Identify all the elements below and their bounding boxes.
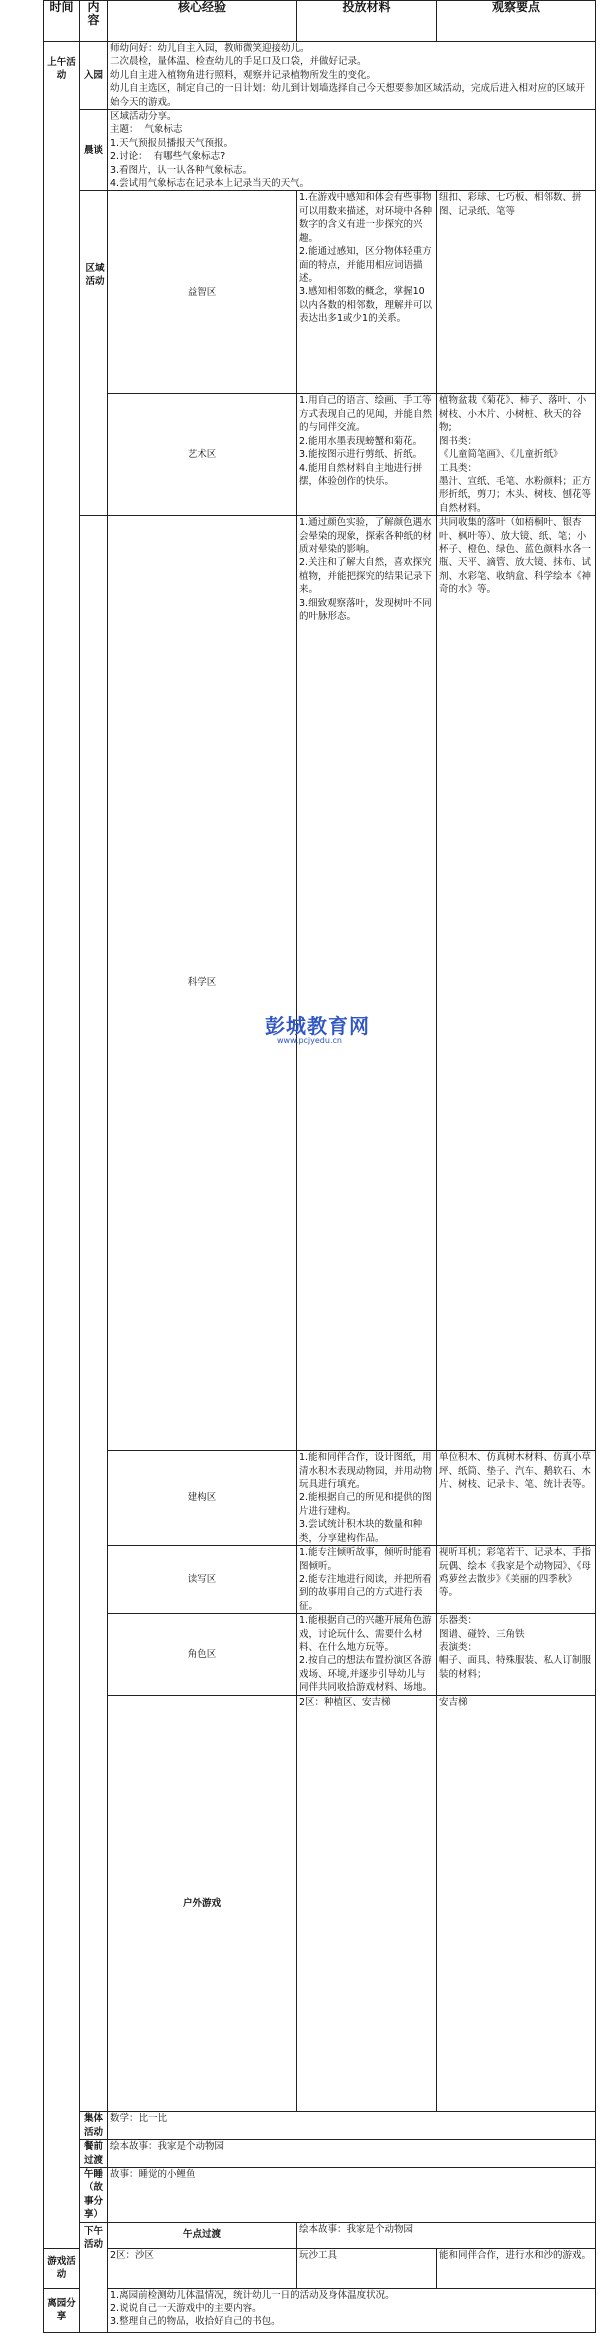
text-line: 1.能根据自己的兴趣开展角色游戏，讨论玩什么、需要什么材料、在什么地方玩等。 (299, 1615, 432, 1653)
reading-materials (437, 1546, 596, 1614)
table-row (44, 2248, 596, 2288)
text-line: 4.尝试用气象标志在记录本上记录当天的天气。 (110, 178, 310, 190)
text-line: 单位积木、仿真树木材料、仿真小草坪、纸筒、垫子、汽车、鹅软石、木片、树枝、记录卡、笔、统计表等。 (439, 1452, 592, 1491)
row-label-group: 集体活动 (80, 2112, 108, 2140)
text-line: 3.感知相邻数的概念，掌握10以内各数的相邻数，理解并可以表达出多1或少1的关系。 (299, 286, 433, 325)
watermark-url: www.pcjyedu.cn (277, 1036, 342, 1045)
text-line: 《儿童简笔画》、《儿童折纸》 (439, 449, 563, 461)
table-row (44, 191, 596, 394)
science-materials (437, 516, 596, 1451)
text-line: 1.在游戏中感知和体会有些事物可以用数来描述，对环境中各种数字的含义有进一步探究的兴趣。 (299, 192, 433, 244)
outdoor-content: 2区：种植区、安吉梯 (297, 1695, 437, 2112)
text-line: 二次晨检，量体温、检查幼儿的手足口及口袋，并做好记录。 (110, 56, 367, 68)
game-content: 2区：沙区 (108, 2248, 297, 2288)
text-line: 植物盆栽《菊花》、柿子、落叶、小树枝、小木片、小树桩、秋天的谷物; (439, 395, 587, 434)
row-label-role: 角色区 (108, 1614, 297, 1695)
text-line: 区域活动分享。 (110, 111, 177, 123)
text-line: 3.整理自己的物品，收拾好自己的书包。 (110, 2316, 281, 2328)
text-line: 1.通过颜色实验，了解颜色遇水会晕染的现象，探索各种纸的材质对晕染的影响。 (299, 517, 433, 555)
header-content: 内容 (80, 1, 108, 42)
table-row (44, 1451, 596, 1546)
role-experience (297, 1614, 437, 1695)
text-line: 主题： 气象标志 (110, 124, 183, 136)
art-materials (437, 394, 596, 516)
area-activity-label (81, 262, 109, 289)
entry-content (108, 42, 596, 110)
text-line: 视听耳机；彩笔若干、记录本、手指玩偶、绘本《我家是个动物园》、《母鸡萝丝去散步》《美丽的四季秋》等。 (439, 1547, 592, 1599)
text-line: 2.能用水墨表现螃蟹和菊花。 (299, 435, 423, 447)
text-line: 幼儿自主进入植物角进行照料，观察并记录植物所发生的变化。 (110, 69, 377, 81)
snack-content: 绘本故事：我家是个动物园 (297, 2222, 596, 2248)
row-label-art: 艺术区 (108, 394, 297, 516)
row-label-game: 游戏活动 (44, 2248, 80, 2288)
table-row (44, 110, 596, 191)
text-line: 图书类： (439, 435, 478, 447)
text-line: 工具类： (439, 462, 478, 474)
puzzle-experience (297, 191, 437, 394)
build-materials (437, 1451, 596, 1546)
build-experience (297, 1451, 437, 1546)
row-label-outdoor: 户外游戏 (108, 1695, 297, 2112)
area-activity-label-text: 区域活动 (85, 263, 105, 288)
text-line: 3.细致观察落叶，发现树叶不同的叶脉形态。 (299, 597, 432, 622)
nap-content: 故事：睡觉的小鲤鱼 (108, 2167, 596, 2222)
activity-plan-table (43, 0, 596, 2333)
text-line: 表演类： (439, 1641, 478, 1653)
table-row (44, 2288, 596, 2332)
header-materials: 投放材料 (297, 1, 437, 42)
table-row (44, 1614, 596, 1695)
header-observation: 观察要点 (437, 1, 596, 42)
table-row (44, 1695, 596, 2112)
row-label-reading: 读写区 (108, 1546, 297, 1614)
header-experience: 核心经验 (108, 1, 297, 42)
text-line: 1.能专注倾听故事，倾听时能看图倾听。 (299, 1547, 432, 1572)
row-label-leave: 离园分享 (44, 2288, 80, 2332)
row-label-area (80, 516, 108, 2112)
outdoor-materials: 安吉梯 (437, 1695, 596, 2112)
game-observation: 能和同伴合作，进行水和沙的游戏。 (437, 2248, 596, 2288)
text-line: 3.尝试统计积木块的数量和种类，分享建构作品。 (299, 1519, 423, 1544)
leave-content (108, 2288, 596, 2332)
text-line: 3.看图片，认一认各种气象标志。 (110, 164, 253, 176)
reading-experience (297, 1546, 437, 1614)
text-line: 2.能根据自己的所见和提供的图片进行建构。 (299, 1492, 432, 1517)
text-line: 乐器类： (439, 1615, 478, 1627)
table-row (44, 516, 596, 1451)
table-row (44, 2112, 596, 2140)
text-line: 1.用自己的语言、绘画、手工等方式表现自己的见闻，并能自然的与同伴交流。 (299, 395, 433, 434)
section-afternoon-label: 下午活动 (80, 2222, 108, 2332)
text-line: 2.按自己的想法布置扮演区各游戏场、环境,并逐步引导幼儿与同伴共同收拾游戏材料、场地。 (299, 1655, 433, 1694)
text-line: 墨汁、宣纸、毛笔、水粉颜料；正方形折纸，剪刀；木头、树枝、刨花等自然材料。 (439, 475, 592, 514)
table-row (44, 394, 596, 516)
table-header-row (44, 1, 596, 42)
group-content: 数学：比一比 (108, 2112, 596, 2140)
row-label-science: 科学区 (108, 516, 297, 1451)
text-line: 2.讨论： 有哪些气象标志? (110, 151, 226, 163)
text-line: 师幼问好：幼儿自主入园，教师微笑迎接幼儿。 (110, 43, 310, 54)
talk-content (108, 110, 596, 191)
text-line: 1.能和同伴合作，设计图纸，用清水积木表现动物园，并用动物玩具进行填充。 (299, 1452, 433, 1491)
game-materials: 玩沙工具 (297, 2248, 437, 2288)
table-row (44, 42, 596, 110)
text-line: 2.能通过感知，区分物体轻重方面的特点，并能用相应词语描述。 (299, 246, 432, 284)
text-line: 4.能用自然材料自主地进行拼摆，体验创作的快乐。 (299, 462, 423, 487)
role-materials (437, 1614, 596, 1695)
premeal-content: 绘本故事：我家是个动物园 (108, 2140, 596, 2168)
text-line: 共同收集的落叶（如梧桐叶、银杏叶、枫叶等）、放大镜、纸、笔；小杯子、橙色、绿色、蓝色颜料水各一瓶、天平、滴管、放大镜、抹布、试剂、水彩笔、收纳盒、科学绘本《神奇的水》等。 (439, 517, 592, 596)
art-experience (297, 394, 437, 516)
table-row (44, 2167, 596, 2222)
text-line: 幼儿自主选区，制定自己的一日计划：幼儿到计划墙选择自己今天想要参加区域活动，完成后进入相对应的区域开始今天的游戏。 (110, 83, 586, 108)
text-line: 2.关注和了解大自然，喜欢探究植物，并能把探究的结果记录下来。 (299, 557, 433, 596)
text-line: 2.说说自己一天游戏中的主要内容。 (110, 2303, 262, 2314)
text-line: 图谱、碰铃、三角铁 (439, 1628, 525, 1640)
text-line: 3.能按图示进行剪纸、折纸。 (299, 449, 423, 461)
row-label-talk: 晨谈 (80, 110, 108, 191)
table-row (44, 2140, 596, 2168)
table-row (44, 2222, 596, 2248)
row-label-nap: 午睡（故事分享） (80, 2167, 108, 2222)
text-line: 2.能专注地进行阅读，并把所看到的故事用自己的方式进行表征。 (299, 1573, 432, 1612)
text-line: 帽子、面具、特殊服装、私人订制服装的材料； (439, 1655, 592, 1680)
row-label-snack: 午点过渡 (108, 2222, 297, 2248)
text-line: 1.天气预报员播报天气预报。 (110, 137, 234, 149)
row-label-puzzle: 益智区 (108, 191, 297, 394)
row-label-premeal: 餐前过渡 (80, 2140, 108, 2168)
watermark-title: 彭城教育网 (265, 1014, 370, 1038)
table-row (44, 1546, 596, 1614)
text-line: 1.离园前检测幼儿体温情况，统计幼儿一日的活动及身体温度状况。 (110, 2289, 395, 2301)
watermark-logo (255, 1010, 383, 1046)
row-label-area-top (80, 191, 108, 516)
row-label-build: 建构区 (108, 1451, 297, 1546)
header-time: 时间 (44, 1, 80, 42)
row-label-entry: 入园 (80, 42, 108, 110)
science-experience (297, 516, 437, 1451)
section-morning-label: 上午活动 (44, 42, 80, 2249)
puzzle-materials (437, 191, 596, 394)
text-line: 纽扣、彩球、七巧板、相邻数、拼图、记录纸、笔等 (439, 192, 582, 217)
